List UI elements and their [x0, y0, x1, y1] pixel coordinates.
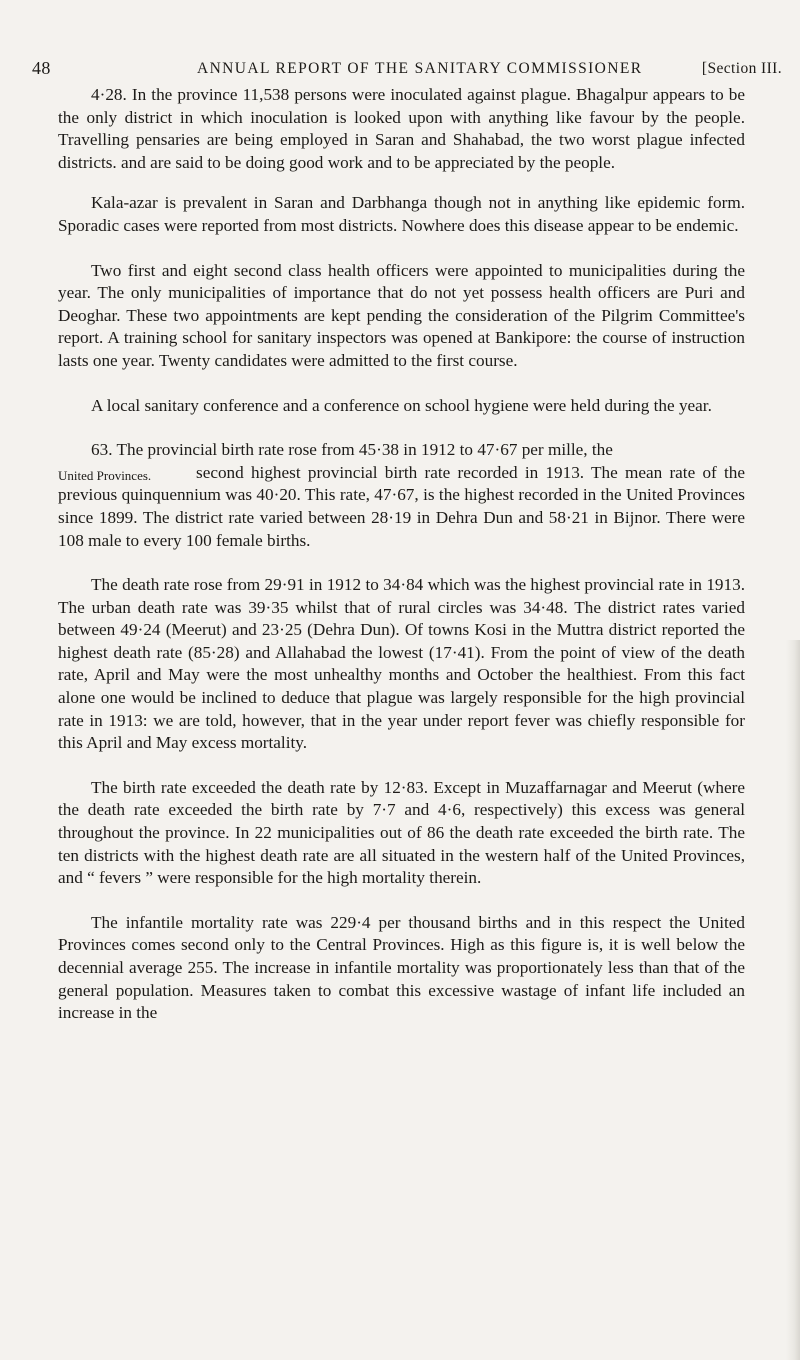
birth-rate-text: second highest provincial birth rate recorded in 1913. The mean rate of the previous quinquennium was 40·20. This rate, 47·67, is the highest recorded in the United Provinces since 1899. The district rate varied between 28·19 in Dehra Dun and 58·21 in Bijnor. There were 108 male to every 100 female births. — [58, 462, 745, 550]
paragraph-plague-inoculation: 4·28. In the province 11,538 persons were inoculated against plague. Bhagalpur appears to be the only district in which inoculation is looked upon with anything like favour by the people. Travelling pensaries are being employed in Saran and Shahabad, the two worst plague infected districts. and are said to be doing good work and to be appreciated by the people. — [58, 85, 745, 172]
page-header — [32, 58, 782, 82]
margin-note-united-provinces: United Provinces. — [58, 467, 152, 483]
page-number: 48 — [32, 58, 51, 78]
paragraph-kala-azar: Kala-azar is prevalent in Saran and Darbhanga though not in anything like epidemic form. Sporadic cases were reported from most districts. Nowhere does this disease appear to be endemic. — [58, 193, 745, 235]
paragraph-birth-death-excess: The birth rate exceeded the death rate by 12·83. Except in Muzaffarnagar and Meerut (where the death rate exceeded the birth rate by 7·7 and 4·6, respectively) this excess was general throughout the province. In 22 municipalities out of 86 the death rate exceeded the birth rate. The ten districts with the highest death rate are all situated in the western half of the United Provinces, and “ fevers ” were responsible for the high mortality therein. — [58, 777, 745, 888]
birth-rate-lead: 63. The provincial birth rate rose from 45·38 in 1912 to 47·67 per mille, the — [91, 440, 613, 460]
paragraph-birth-rate — [58, 439, 745, 552]
section-label: [Section III. — [701, 60, 782, 77]
paragraph-health-officers: Two first and eight second class health officers were appointed to municipalities during the year. The only municipalities of importance that do not yet possess health officers are Puri and Deoghar. These two appointments are kept pending the consideration of the Pilgrim Committee's report. A training school for sanitary inspectors was opened at Bankipore: the course of instruction lasts one year. Twenty candidates were admitted to the first course. — [58, 260, 745, 370]
page-edge-shadow — [786, 640, 800, 1360]
report-body — [58, 84, 745, 1025]
paragraph-sanitary-conference: A local sanitary conference and a conference on school hygiene were held during the year. — [91, 395, 712, 415]
paragraph-death-rate: The death rate rose from 29·91 in 1912 to 34·84 which was the highest provincial rate in 1913. The urban death rate was 39·35 whilst that of rural circles was 34·48. The district rates varied between 49·24 (Meerut) and 23·25 (Dehra Dun). Of towns Kosi in the Muttra district reported the highest death rate (85·28) and Allahabad the lowest (17·41). From the point of view of the death rate, April and May were the most unhealthy months and October the healthiest. From this fact alone one would be inclined to deduce that plague was largely responsible for the high provincial rate in 1913: we are told, however, that in the year under report fever was chiefly responsible for this April and May excess mortality. — [58, 575, 745, 753]
paragraph-infantile-mortality: The infantile mortality rate was 229·4 per thousand births and in this respect the United Provinces comes second only to the Central Provinces. High as this figure is, it is well below the decennial average 255. The increase in infantile mortality was proportionately less than that of the general population. Measures taken to combat this excessive wastage of infant life included an increase in the — [58, 912, 745, 1023]
running-title: ANNUAL REPORT OF THE SANITARY COMMISSIONER — [197, 60, 643, 77]
